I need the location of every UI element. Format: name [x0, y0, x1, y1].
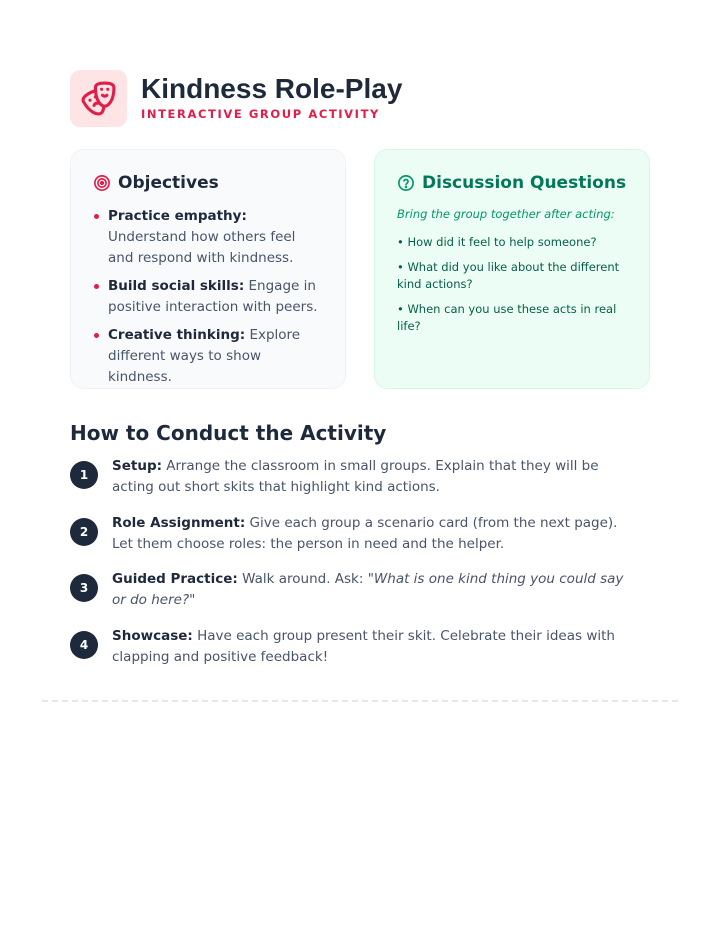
step-description: Have each group present their skit. Celebrate their ideas with clapping and positive feedback! [112, 628, 615, 665]
theater-masks-icon [80, 80, 117, 117]
step-text [112, 569, 637, 611]
page-subtitle: INTERACTIVE GROUP ACTIVITY [141, 107, 380, 121]
step-number-badge: 4 [70, 631, 98, 659]
bullet-dot [94, 333, 99, 338]
step-label: Role Assignment: [112, 515, 246, 531]
step-label: Guided Practice: [112, 571, 238, 587]
discussion-intro: Bring the group together after acting: [397, 207, 615, 221]
question-circle-icon [397, 174, 415, 192]
objective-item [93, 206, 325, 269]
bullet-dot [94, 214, 99, 219]
objective-text: Explore different ways to show kindness. [108, 327, 301, 385]
step-label: Setup: [112, 458, 163, 474]
step-description: Give each group a scenario card (from the next page). Let them choose roles: the person in need and the helper. [112, 515, 618, 552]
discussion-question: • What did you like about the different kind actions? [397, 260, 620, 291]
step-number-badge: 2 [70, 518, 98, 546]
step-text [112, 456, 637, 498]
objectives-card [70, 149, 346, 389]
page-header [70, 70, 650, 128]
objective-text: Engage in positive interaction with peers. [108, 278, 318, 315]
step-text [112, 626, 637, 668]
discussion-card [374, 149, 650, 389]
target-icon [93, 174, 111, 192]
discussion-title: Discussion Questions [422, 173, 627, 193]
objective-item [93, 325, 325, 388]
logo-badge [70, 70, 127, 127]
step-number-badge: 1 [70, 461, 98, 489]
objective-item [93, 276, 325, 318]
bullet-dot [94, 284, 99, 289]
step-description: Walk around. Ask: [237, 571, 368, 587]
discussion-question: • When can you use these acts in real life? [397, 302, 617, 333]
step-label: Showcase: [112, 628, 193, 644]
page-title: Kindness Role-Play [141, 73, 403, 104]
activity-section-title: How to Conduct the Activity [70, 421, 387, 445]
objective-label: Practice empathy: [108, 208, 247, 224]
step-text [112, 513, 637, 555]
objectives-list [93, 206, 325, 395]
step-quote: "What is one kind thing you could say or do here?" [112, 571, 624, 608]
objective-label: Build social skills: [108, 278, 245, 294]
objective-label: Creative thinking: [108, 327, 246, 343]
objective-text: Understand how others feel and respond with kindness. [108, 229, 296, 266]
discussion-list [397, 234, 629, 343]
objectives-title: Objectives [118, 173, 219, 193]
step-description: Arrange the classroom in small groups. Explain that they will be acting out short skits that highlight kind actions. [112, 458, 599, 495]
step-number-badge: 3 [70, 574, 98, 602]
discussion-question: • How did it feel to help someone? [397, 235, 597, 249]
page-divider [42, 700, 678, 702]
